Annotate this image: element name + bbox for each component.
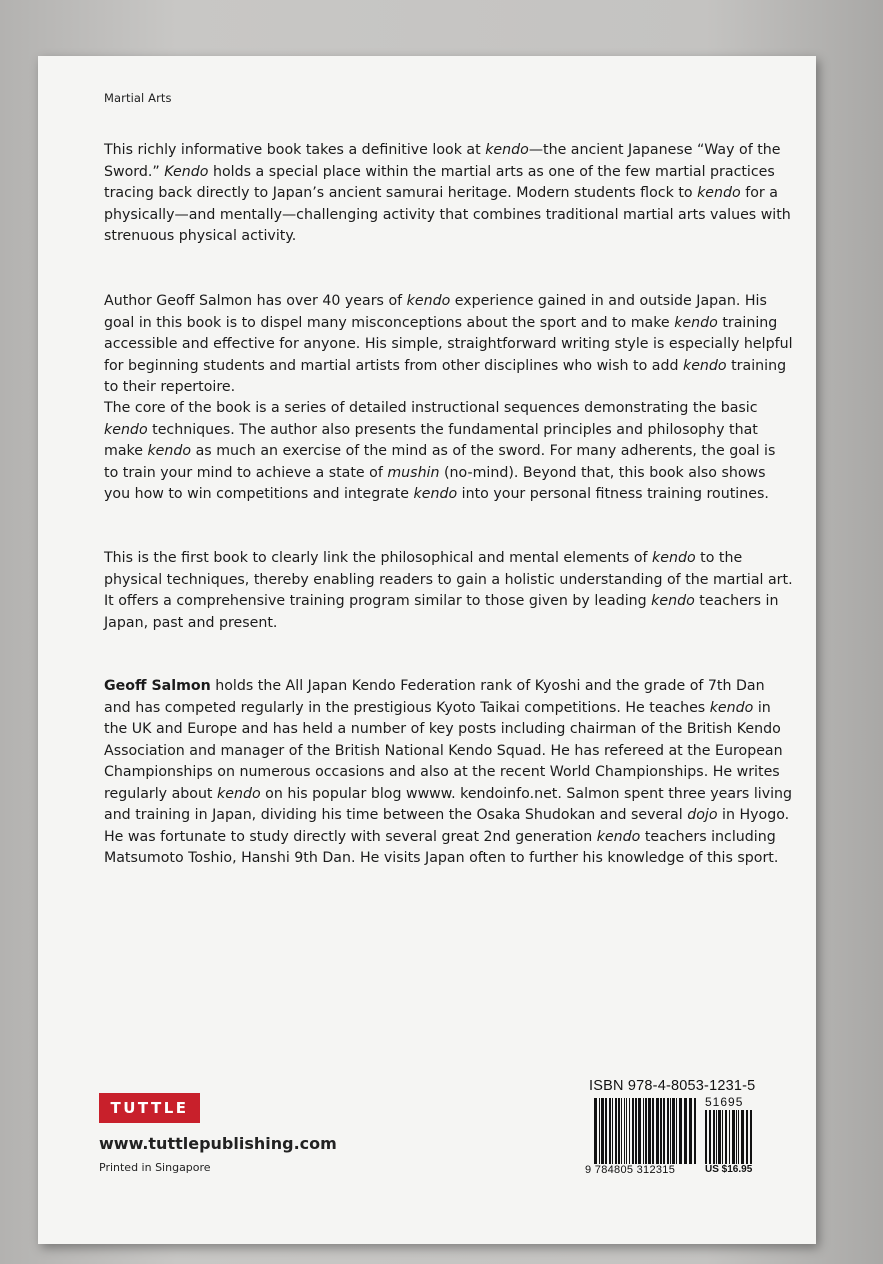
italic-term: kendo [682, 357, 727, 374]
text-run: The core of the book is a series of detailed instructional sequences demonstrating the basic [104, 400, 758, 416]
printed-in-label: Printed in Singapore [99, 1161, 211, 1174]
text-run: (no-mind). Beyond that, this book also shows you how to win competitions and integrate [104, 464, 766, 502]
text-run: —the ancient Japanese “Way of the Sword.” [104, 142, 781, 180]
text-run: teachers including Matsumoto Toshio, Hanshi 9th Dan. He visits Japan often to further his knowledge of this sport. [104, 828, 779, 866]
ean-barcode-icon [594, 1098, 697, 1164]
text-run: holds a special place within the martial arts as one of the few martial practices tracing back directly to Japan’s ancient samurai heritage. Modern students flock to [104, 163, 775, 201]
italic-term: kendo [652, 550, 696, 566]
text-run: for a physically—and mentally—challenging activity that combines traditional martial arts values with strenuous physical activity. [104, 185, 791, 244]
text-run: experience gained in and outside Japan. His goal in this book is to dispel many misconceptions about the sport and to make [104, 293, 767, 331]
text-run: training to their repertoire. [104, 357, 787, 395]
text-run: on his popular blog wwww. kendoinfo.net. Salmon spent three years living and training in Japan, dividing his time between the Osaka Shudokan and several [104, 785, 793, 823]
text-run: holds the All Japan Kendo Federation rank of Kyoshi and the grade of 7th Dan and has competed regularly in the prestigious Kyoto Taikai competitions. He teaches [104, 678, 765, 716]
italic-term: Kendo [164, 163, 209, 180]
text-run: as much an exercise of the mind as of the sword. For many adherents, the goal is to train your mind to achieve a state of [104, 443, 776, 481]
text-run: This is the first book to clearly link the philosophical and mental elements of [104, 550, 653, 566]
italic-term: mushin [387, 464, 440, 481]
italic-term: kendo [651, 593, 695, 609]
barcode-digits: 9 784805 312315 [585, 1164, 676, 1176]
italic-term: kendo [217, 785, 261, 802]
category-label: Martial Arts [104, 91, 172, 105]
description-paragraph-4 [104, 548, 794, 634]
price-barcode-icon [705, 1110, 755, 1164]
italic-term: kendo [485, 142, 529, 158]
description-paragraph-1 [104, 140, 794, 248]
description-paragraph-3 [104, 398, 794, 506]
text-run: training accessible and effective for anyone. His simple, straightforward writing style is especially helpful for beginning students and martial artists from other disciplines who wish to add [104, 314, 793, 374]
italic-term: kendo [413, 486, 458, 502]
text-run: to the physical techniques, thereby enabling readers to gain a holistic understanding of the martial art. It offers a comprehensive training program similar to those given by leading [104, 550, 793, 609]
text-run: teachers in Japan, past and present. [104, 593, 779, 631]
italic-term: kendo [104, 421, 148, 438]
text-run: in Hyogo. He was fortunate to study directly with several great 2nd generation [104, 807, 790, 845]
text-run: techniques. The author also presents the fundamental principles and philosophy that make [104, 421, 758, 459]
tuttle-logo: TUTTLE [99, 1093, 200, 1123]
author-bio-paragraph [104, 676, 794, 870]
description-paragraph-2 [104, 291, 794, 399]
italic-term: kendo [406, 293, 451, 309]
text-run: into your personal fitness training routines. [457, 486, 769, 502]
text-run: Author Geoff Salmon has over 40 years of [104, 293, 407, 309]
book-back-cover [38, 56, 816, 1244]
italic-term: kendo [709, 699, 754, 716]
italic-term: kendo [674, 314, 718, 331]
text-run: in the UK and Europe and has held a number of key posts including chairman of the British Kendo Association and manager of the British National Kendo Squad. He has refereed at the European Championships on numerous occasions and also at the recent World Championships. He writes regularly about [104, 699, 783, 802]
text-run: This richly informative book takes a definitive look at [104, 142, 486, 158]
price-label: US $16.95 [705, 1164, 753, 1175]
italic-term: dojo [687, 807, 718, 823]
publisher-website: www.tuttlepublishing.com [99, 1134, 337, 1153]
barcode-addon-digits: 51695 [705, 1095, 744, 1109]
italic-term: kendo [147, 443, 192, 459]
italic-term: kendo [596, 828, 641, 845]
author-name: Geoff Salmon [104, 678, 211, 694]
italic-term: kendo [697, 185, 741, 201]
isbn-label: ISBN 978-4-8053-1231-5 [589, 1078, 756, 1094]
